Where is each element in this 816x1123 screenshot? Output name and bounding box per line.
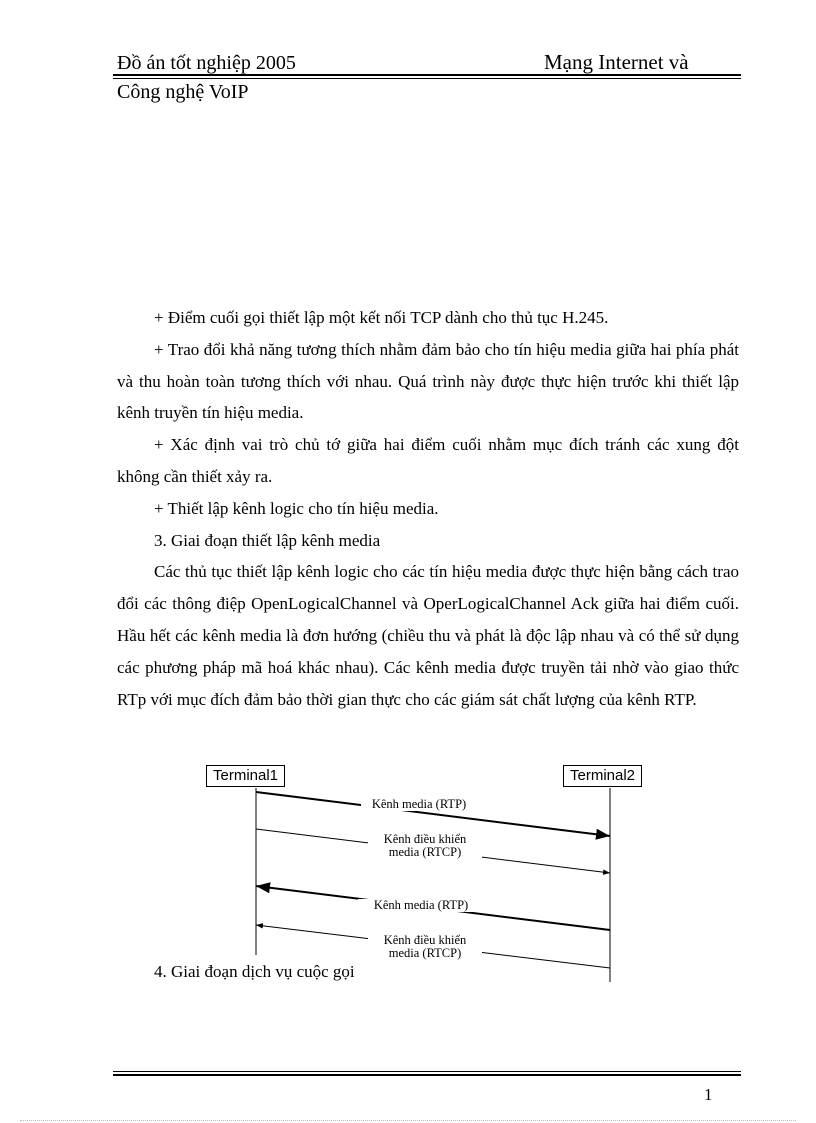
message-rtcp-return (368, 934, 482, 960)
message-rtp-return-line1: Kênh media (RTP) (373, 898, 469, 912)
terminal1-box: Terminal1 (206, 765, 285, 787)
paragraph-media-channel-setup: Các thủ tục thiết lập kênh logic cho các tín hiệu media được thực hiện bằng cách trao đổi các thông điệp OpenLogicalChannel và OperLogicalChannel Ack giữa hai điểm cuối. Hầu hết các kênh media là đơn hướng (chiều thu và phát là độc lập nhau và có thể sử dụng các phương pháp mã hoá khác nhau). Các kênh media được truyền tải nhờ vào giao thức RTp với mục đích đảm bảo thời gian thực cho các giám sát chất lượng của kênh RTP. (117, 562, 739, 709)
terminal2-box: Terminal2 (563, 765, 642, 787)
message-rtp-forward-line1: Kênh media (RTP) (371, 797, 467, 811)
header-second-line: Công nghệ VoIP (117, 81, 249, 103)
footer-rule-thick (113, 1074, 741, 1076)
message-rtp-return (358, 899, 484, 912)
message-rtp-forward (361, 798, 477, 811)
media-channel-diagram (190, 760, 690, 990)
message-rtcp-return-line2: media (RTCP) (388, 946, 462, 960)
footer-rule-thin (113, 1071, 741, 1072)
section-heading-media-channel: 3. Giai đoạn thiết lập kênh media (154, 530, 381, 550)
message-rtcp-forward (368, 833, 482, 859)
page-number: 1 (704, 1085, 713, 1104)
header-rule-thin (113, 78, 741, 79)
page-bottom-dotted-border (20, 1120, 796, 1121)
paragraph-tcp-connection: + Điểm cuối gọi thiết lập một kết nối TCP dành cho thủ tục H.245. (154, 308, 609, 327)
paragraph-logical-channel: + Thiết lập kênh logic cho tín hiệu media. (154, 498, 439, 518)
header-right-title: Mạng Internet và (544, 50, 689, 74)
header-left-title: Đồ án tốt nghiệp 2005 (117, 52, 296, 74)
body-text (117, 302, 739, 715)
paragraph-master-slave: + Xác định vai trò chủ tớ giữa hai điểm cuối nhằm mục đích tránh các xung đột không cần thiết xảy ra. (117, 435, 739, 486)
header-rule-thick (113, 74, 741, 76)
message-rtcp-forward-line1: Kênh điều khiển (383, 832, 467, 846)
paragraph-capability-exchange: + Trao đổi khả năng tương thích nhằm đảm bảo cho tín hiệu media giữa hai phía phát và thu hoàn toàn tương thích với nhau. Quá trình này được thực hiện trước khi thiết lập kênh truyền tín hiệu media. (117, 339, 739, 423)
message-rtcp-forward-line2: media (RTCP) (388, 845, 462, 859)
message-rtcp-return-line1: Kênh điều khiển (383, 933, 467, 947)
section-heading-call-service: 4. Giai đoạn dịch vụ cuộc gọi (154, 962, 355, 981)
